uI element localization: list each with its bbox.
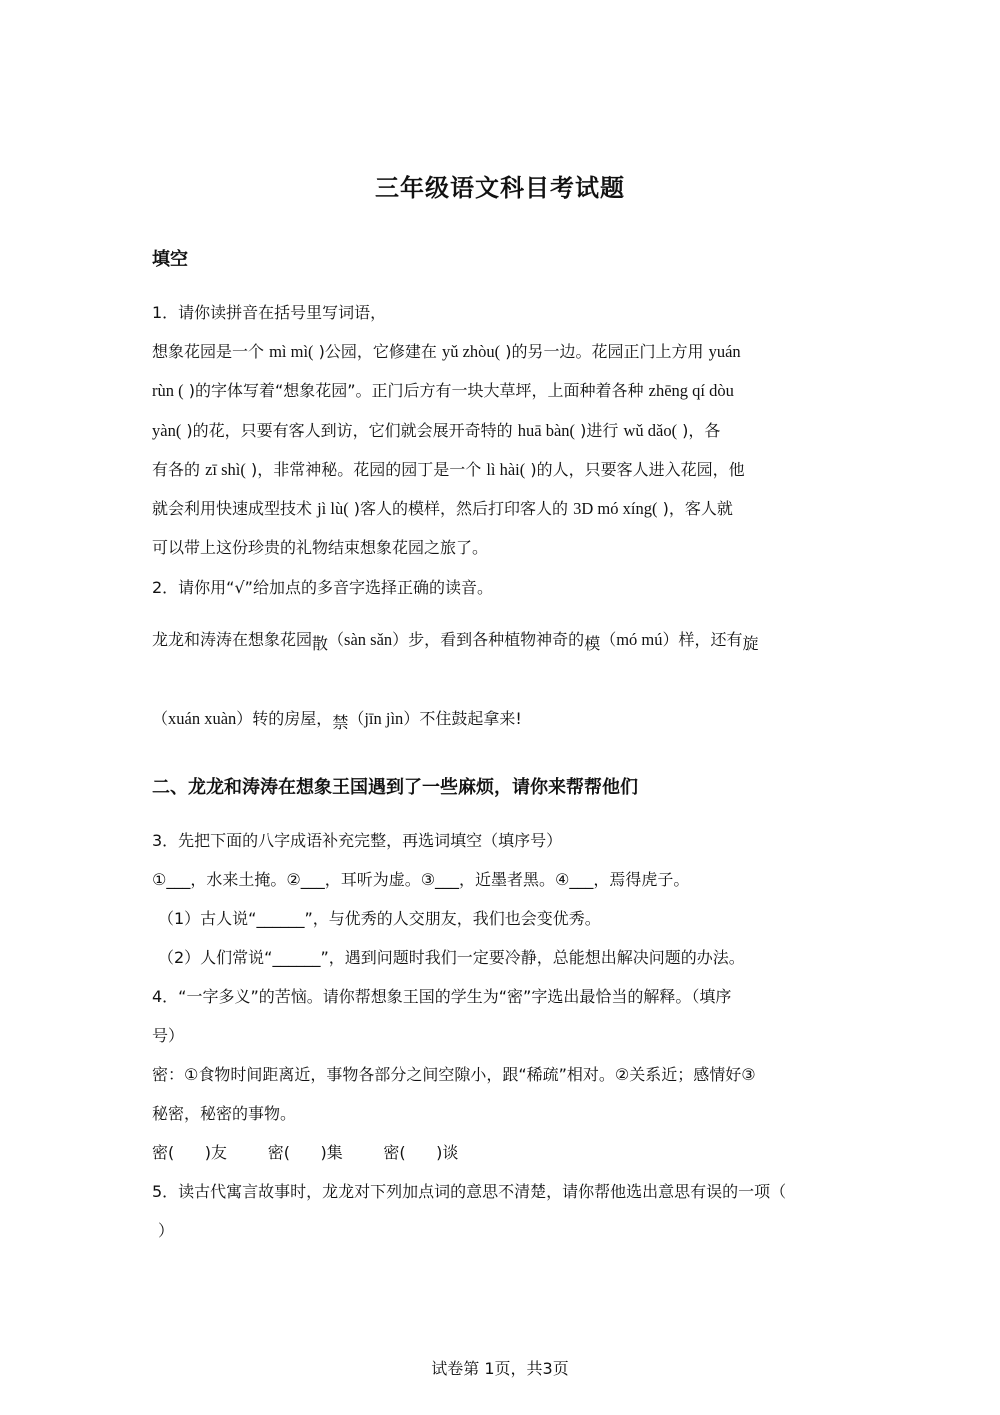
q4-prompt-2: 号） — [152, 1026, 185, 1045]
q1-text: )，各 — [677, 421, 721, 440]
pinyin-zhengqidouyan-2: yàn( — [152, 421, 182, 440]
q1-text: )的另一边。花园正门上方用 — [500, 342, 709, 361]
q1-line-4 — [152, 457, 852, 480]
q1-text: )，客人就 — [657, 499, 733, 518]
q2-text: （ — [152, 709, 169, 728]
q1-prompt: 1．请你读拼音在括号里写词语， — [152, 303, 387, 322]
q1-line-2 — [152, 378, 852, 401]
q4-definitions-1: 密：①食物时间距离近，事物各部分之间空隙小，跟“稀疏”相对。②关系近；感情好③ — [152, 1065, 756, 1084]
q3-prompt: 3．先把下面的八字成语补充完整，再选词填空（填序号） — [152, 831, 563, 850]
q2-prompt: 2．请你用“√”给加点的多音字选择正确的读音。 — [152, 578, 493, 597]
q3-idioms: ①___，水来土掩。②___，耳听为虚。③___，近墨者黑。④___，焉得虎子。 — [152, 870, 690, 889]
q2-line-2 — [152, 706, 852, 732]
q1-text: )的花，只要有客人到访，它们就会展开奇特的 — [181, 421, 518, 440]
polyphone-san: 散 — [312, 634, 329, 653]
q1-line-1 — [152, 339, 852, 362]
q2-text: ）样，还有 — [662, 630, 743, 649]
q1-text: )，非常神秘。花园的园丁是一个 — [245, 460, 487, 479]
reading-options-xuan: xuán xuàn — [168, 709, 237, 728]
q2-line-1 — [152, 627, 852, 653]
q4-definitions-2: 秘密，秘密的事物。 — [152, 1104, 297, 1123]
pinyin-yuzhou: yǔ zhòu( — [441, 342, 501, 361]
reading-options-san: sàn sǎn — [344, 630, 393, 649]
q4-prompt-1: 4．“一字多义”的苦恼。请你帮想象王国的学生为“密”字选出最恰当的解释。（填序 — [152, 987, 732, 1006]
q5-prompt-2: ） — [158, 1221, 175, 1240]
q1-text: )的人，只要客人进入花园，他 — [525, 460, 745, 479]
q3-subquestion-2: （2）人们常说“______”，遇到问题时我们一定要冷静，总能想出解决问题的办法。 — [158, 948, 745, 967]
section-heading-fill-in: 填空 — [152, 249, 188, 270]
q4-blanks: 密( )友 密( )集 密( )谈 — [152, 1143, 459, 1162]
q3-subquestion-1: （1）古人说“______”，与优秀的人交朋友，我们也会变优秀。 — [158, 909, 601, 928]
reading-options-jin: jīn jìn — [364, 709, 404, 728]
q1-text: 想象花园是一个 — [152, 342, 270, 361]
pinyin-moxing: 3D mó xíng( — [573, 499, 658, 518]
pinyin-jilu: jì lù( — [317, 499, 349, 518]
q2-text: ）不住鼓起拿来! — [403, 709, 522, 728]
q5-prompt-1: 5．读古代寓言故事时，龙龙对下列加点词的意思不清楚，请你帮他选出意思有误的一项（ — [152, 1182, 787, 1201]
q1-text: 有各的 — [152, 460, 206, 479]
q2-text: （ — [328, 630, 345, 649]
exam-title: 三年级语文科目考试题 — [375, 174, 625, 202]
q2-text: （ — [348, 709, 365, 728]
q2-text: ）转的房屋， — [236, 709, 333, 728]
pinyin-yuanrun-2: rùn ( — [152, 381, 184, 400]
q1-text: )的字体写着“想象花园”。正门后方有一块大草坪，上面种着各种 — [183, 381, 649, 400]
q1-line-5 — [152, 496, 852, 519]
q1-text: )公园，它修建在 — [313, 342, 442, 361]
pinyin-wudao: wǔ dǎo( — [623, 421, 678, 440]
pinyin-zhengqidouyan: zhēng qí dòu — [648, 381, 734, 400]
section-heading-2: 二、龙龙和涛涛在想象王国遇到了一些麻烦，请你来帮帮他们 — [152, 777, 638, 798]
pinyin-zishi: zī shì( — [205, 460, 246, 479]
q1-text: 就会利用快速成型技术 — [152, 499, 318, 518]
q1-text: )进行 — [575, 421, 624, 440]
pinyin-yuanrun: yuán — [708, 342, 741, 361]
q1-line-6: 可以带上这份珍贵的礼物结束想象花园之旅了。 — [152, 538, 489, 557]
q2-text: （ — [600, 630, 617, 649]
pinyin-mimi: mì mì( — [269, 342, 314, 361]
pinyin-lihai: lì hài( — [486, 460, 526, 479]
polyphone-jin: 禁 — [332, 713, 349, 732]
page-footer: 试卷第 1页，共3页 — [431, 1359, 569, 1378]
reading-options-mo: mó mú — [616, 630, 663, 649]
q1-text: )客人的模样，然后打印客人的 — [348, 499, 574, 518]
q1-line-3 — [152, 418, 852, 441]
polyphone-mo: 模 — [584, 634, 601, 653]
polyphone-xuan: 旋 — [742, 634, 759, 653]
q2-text: ）步，看到各种植物神奇的 — [392, 630, 585, 649]
q2-text: 龙龙和涛涛在想象花园 — [152, 630, 313, 649]
pinyin-huaban: huā bàn( — [517, 421, 576, 440]
